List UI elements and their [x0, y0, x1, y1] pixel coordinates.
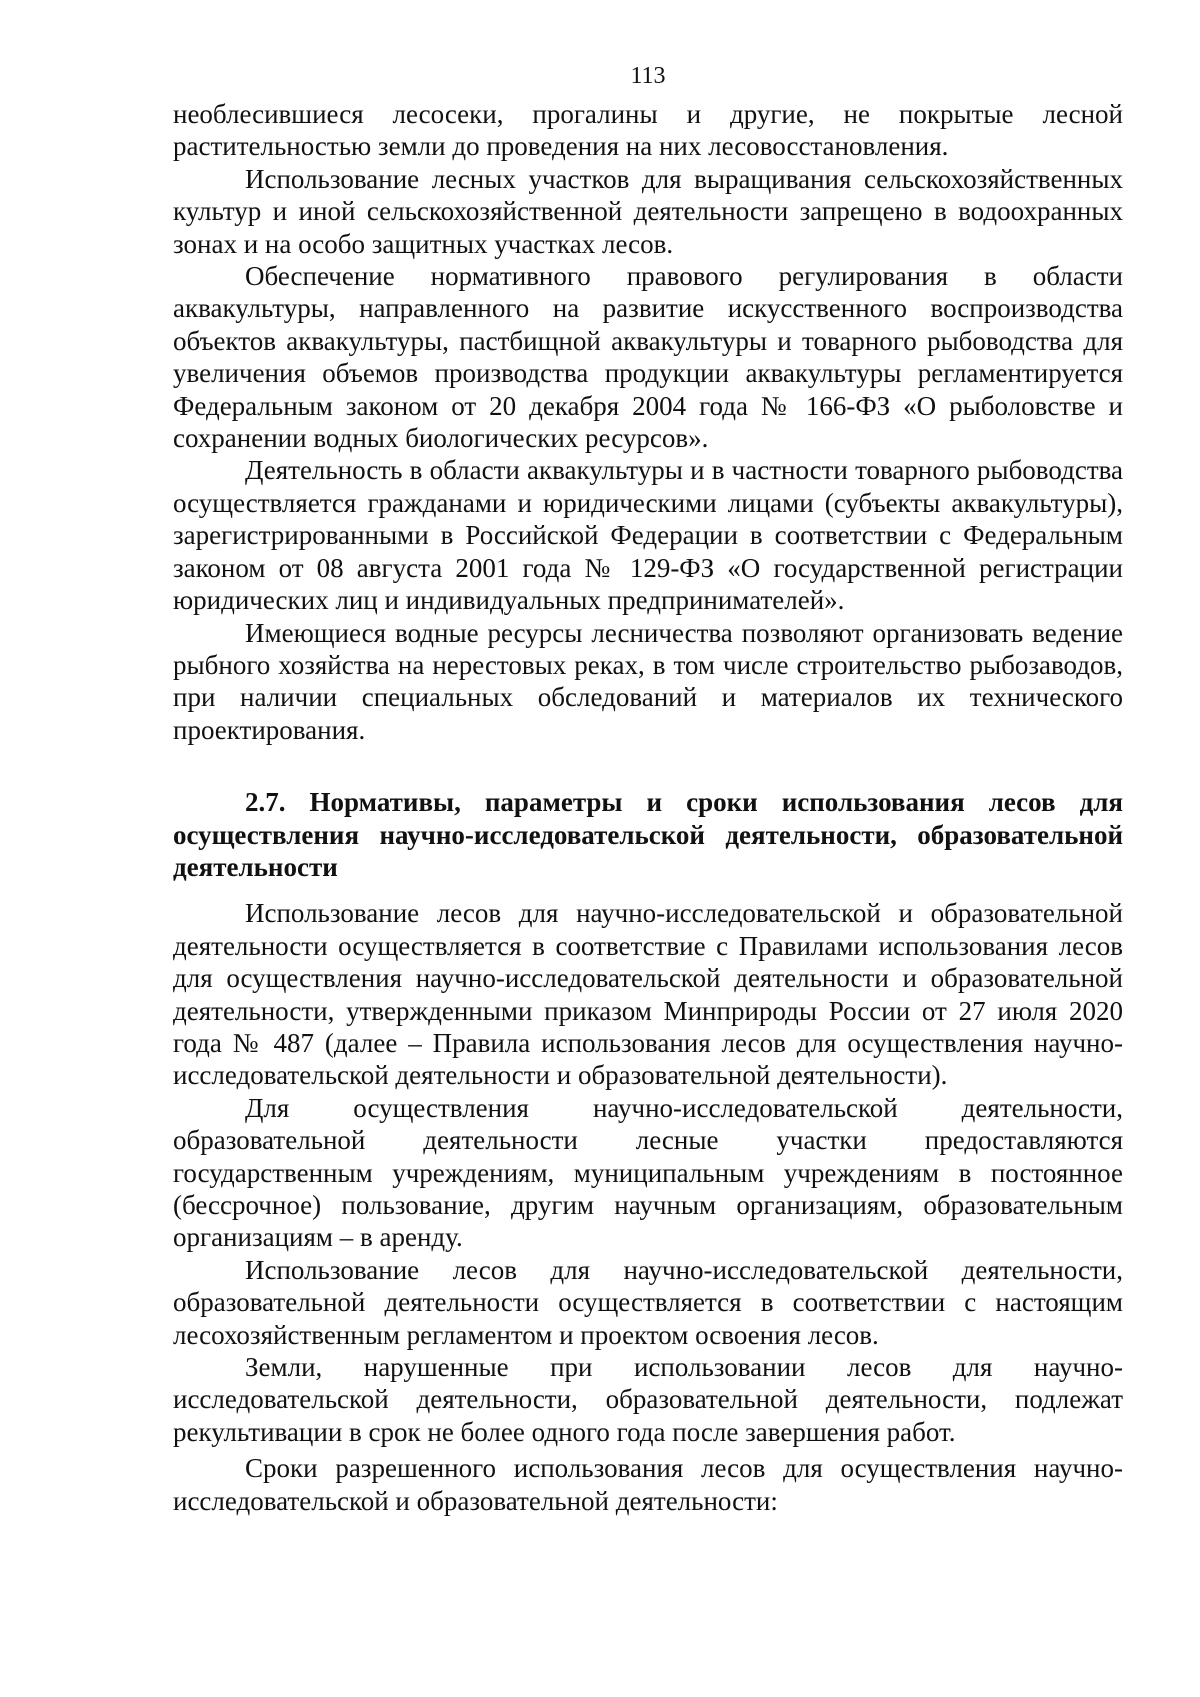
paragraph: Использование лесов для научно-исследовательской и образовательной деятельности осуществляется в соответствие с Правилами использования лесов для осуществления научно-исследовательской деятельности и образовательной деятельности, утвержденными приказом Минприроды России от 27 июля 2020 года № 487 (далее – Правила использования лесов для осуществления научно-исследовательской деятельности и образовательной деятельности). [173, 898, 1123, 1091]
paragraph: Имеющиеся водные ресурсы лесничества позволяют организовать ведение рыбного хозяйства на нерестовых реках, в том числе строительство рыбозаводов, при наличии специальных обследований и материалов их технического проектирования. [173, 617, 1123, 745]
paragraph: Обеспечение нормативного правового регулирования в области аквакультуры, направленного на развитие искусственного воспроизводства объектов аквакультуры, пастбищной аквакультуры и товарного рыбоводства для увеличения объемов производства продукции аквакультуры регламентируется Федеральным законом от 20 декабря 2004 года № 166-ФЗ «О рыболовстве и сохранении водных биологических ресурсов». [173, 261, 1123, 454]
paragraph: Деятельность в области аквакультуры и в частности товарного рыбоводства осуществляется гражданами и юридическими лицами (субъекты аквакультуры), зарегистрированными в Российской Федерации в соответствии с Федеральным законом от 08 августа 2001 года № 129-ФЗ «О государственной регистрации юридических лиц и индивидуальных предпринимателей». [173, 455, 1123, 616]
paragraph: Земли, нарушенные при использовании лесов для научно-исследовательской деятельности, образовательной деятельности, подлежат рекультивации в срок не более одного года после завершения работ. [173, 1352, 1123, 1447]
paragraph: Для осуществления научно-исследовательской деятельности, образовательной деятельности лесные участки предоставляются государственным учреждениям, муниципальным учреждениям в постоянное (бессрочное) пользование, другим научным организациям, образовательным организациям – в аренду. [173, 1092, 1123, 1253]
page-number: 113 [630, 63, 666, 89]
document-page [173, 60, 1123, 1517]
section-heading: 2.7. Нормативы, параметры и сроки использования лесов для осуществления научно-исследовательской деятельности, образовательной деятельности [173, 787, 1123, 882]
body-text-after-heading [173, 897, 1123, 1517]
paragraph: Использование лесных участков для выращивания сельскохозяйственных культур и иной сельскохозяйственной деятельности запрещено в водоохранных зонах и на особо защитных участках лесов. [173, 163, 1123, 259]
paragraph: необлесившиеся лесосеки, прогалины и другие, не покрытые лесной растительностью земли до проведения на них лесовосстановления. [173, 99, 1123, 162]
paragraph: Сроки разрешенного использования лесов для осуществления научно-исследовательской и образовательной деятельности: [173, 1453, 1123, 1516]
body-text-before-heading [173, 98, 1123, 746]
paragraph: Использование лесов для научно-исследовательской деятельности, образовательной деятельности осуществляется в соответствии с настоящим лесохозяйственным регламентом и проектом освоения лесов. [173, 1254, 1123, 1350]
